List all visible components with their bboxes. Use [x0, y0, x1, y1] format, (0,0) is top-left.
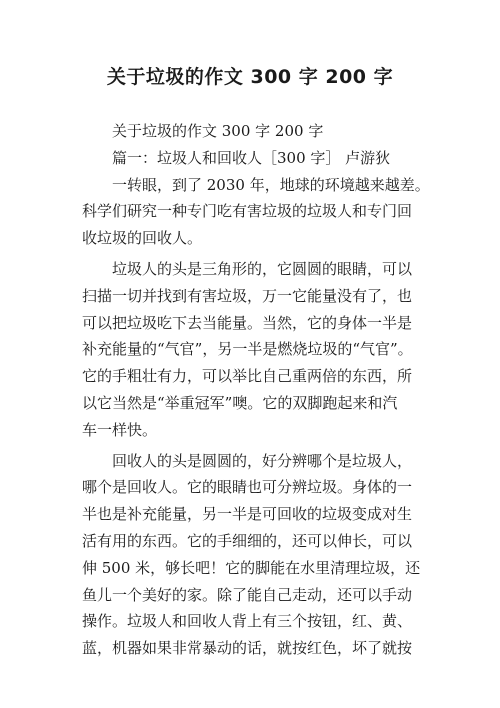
paragraph-line: 回收人的头是圆圆的，好分辨哪个是垃圾人， [112, 451, 413, 470]
paragraph-line: 垃圾人的头是三角形的，它圆圆的眼睛，可以 [112, 259, 413, 278]
paragraph-2 [82, 256, 432, 444]
paragraph-1 [82, 172, 432, 252]
paragraph-line: 哪个是回收人。它的眼睛也可分辨垃圾。身体的一 [82, 478, 413, 497]
paragraph-line: 半也是补充能量，另一半是可回收的垃圾变成对生 [82, 505, 413, 524]
paragraph-line: 以它当然是“举重冠军”噢。它的双脚跑起来和汽 [82, 393, 398, 412]
paragraph-line: 蓝，机器如果非常暴动的话，就按红色，坏了就按 [82, 639, 413, 658]
document-title: 关于垃圾的作文 300 字 200 字 [106, 66, 394, 88]
paragraph-line: 车一样快。 [82, 420, 158, 439]
paragraph-line: 活有用的东西。它的手细细的，还可以伸长，可以 [82, 531, 413, 550]
paragraph-line: 扫描一切并找到有害垃圾，万一它能量没有了，也 [82, 286, 413, 305]
document-body [82, 118, 432, 662]
paragraph-line: 操作。垃圾人和回收人背上有三个按钮，红、黄、 [82, 612, 413, 631]
subtitle-line: 关于垃圾的作文 300 字 200 字 [112, 122, 324, 140]
paragraph-3 [82, 448, 432, 662]
paragraph-line: 科学们研究一种专门吃有害垃圾的垃圾人和专门回 [82, 202, 413, 221]
section-heading: 篇一：垃圾人和回收人［300 字］ 卢游狄 [112, 148, 391, 167]
paragraph-line: 收垃圾的回收人。 [82, 229, 203, 248]
paragraph-line: 它的手粗壮有力，可以举比自己重两倍的东西，所 [82, 367, 413, 386]
paragraph-line: 补充能量的“气官”，另一半是燃烧垃圾的“气官”。 [82, 340, 413, 359]
paragraph-line: 鱼儿一个美好的家。除了能自己走动，还可以手动 [82, 585, 413, 604]
paragraph-line: 伸 500 米，够长吧！它的脚能在水里清理垃圾，还 [82, 558, 421, 577]
paragraph-line: 一转眼，到了 2030 年，地球的环境越来越差。 [112, 175, 430, 194]
paragraph-line: 可以把垃圾吃下去当能量。当然，它的身体一半是 [82, 313, 413, 332]
